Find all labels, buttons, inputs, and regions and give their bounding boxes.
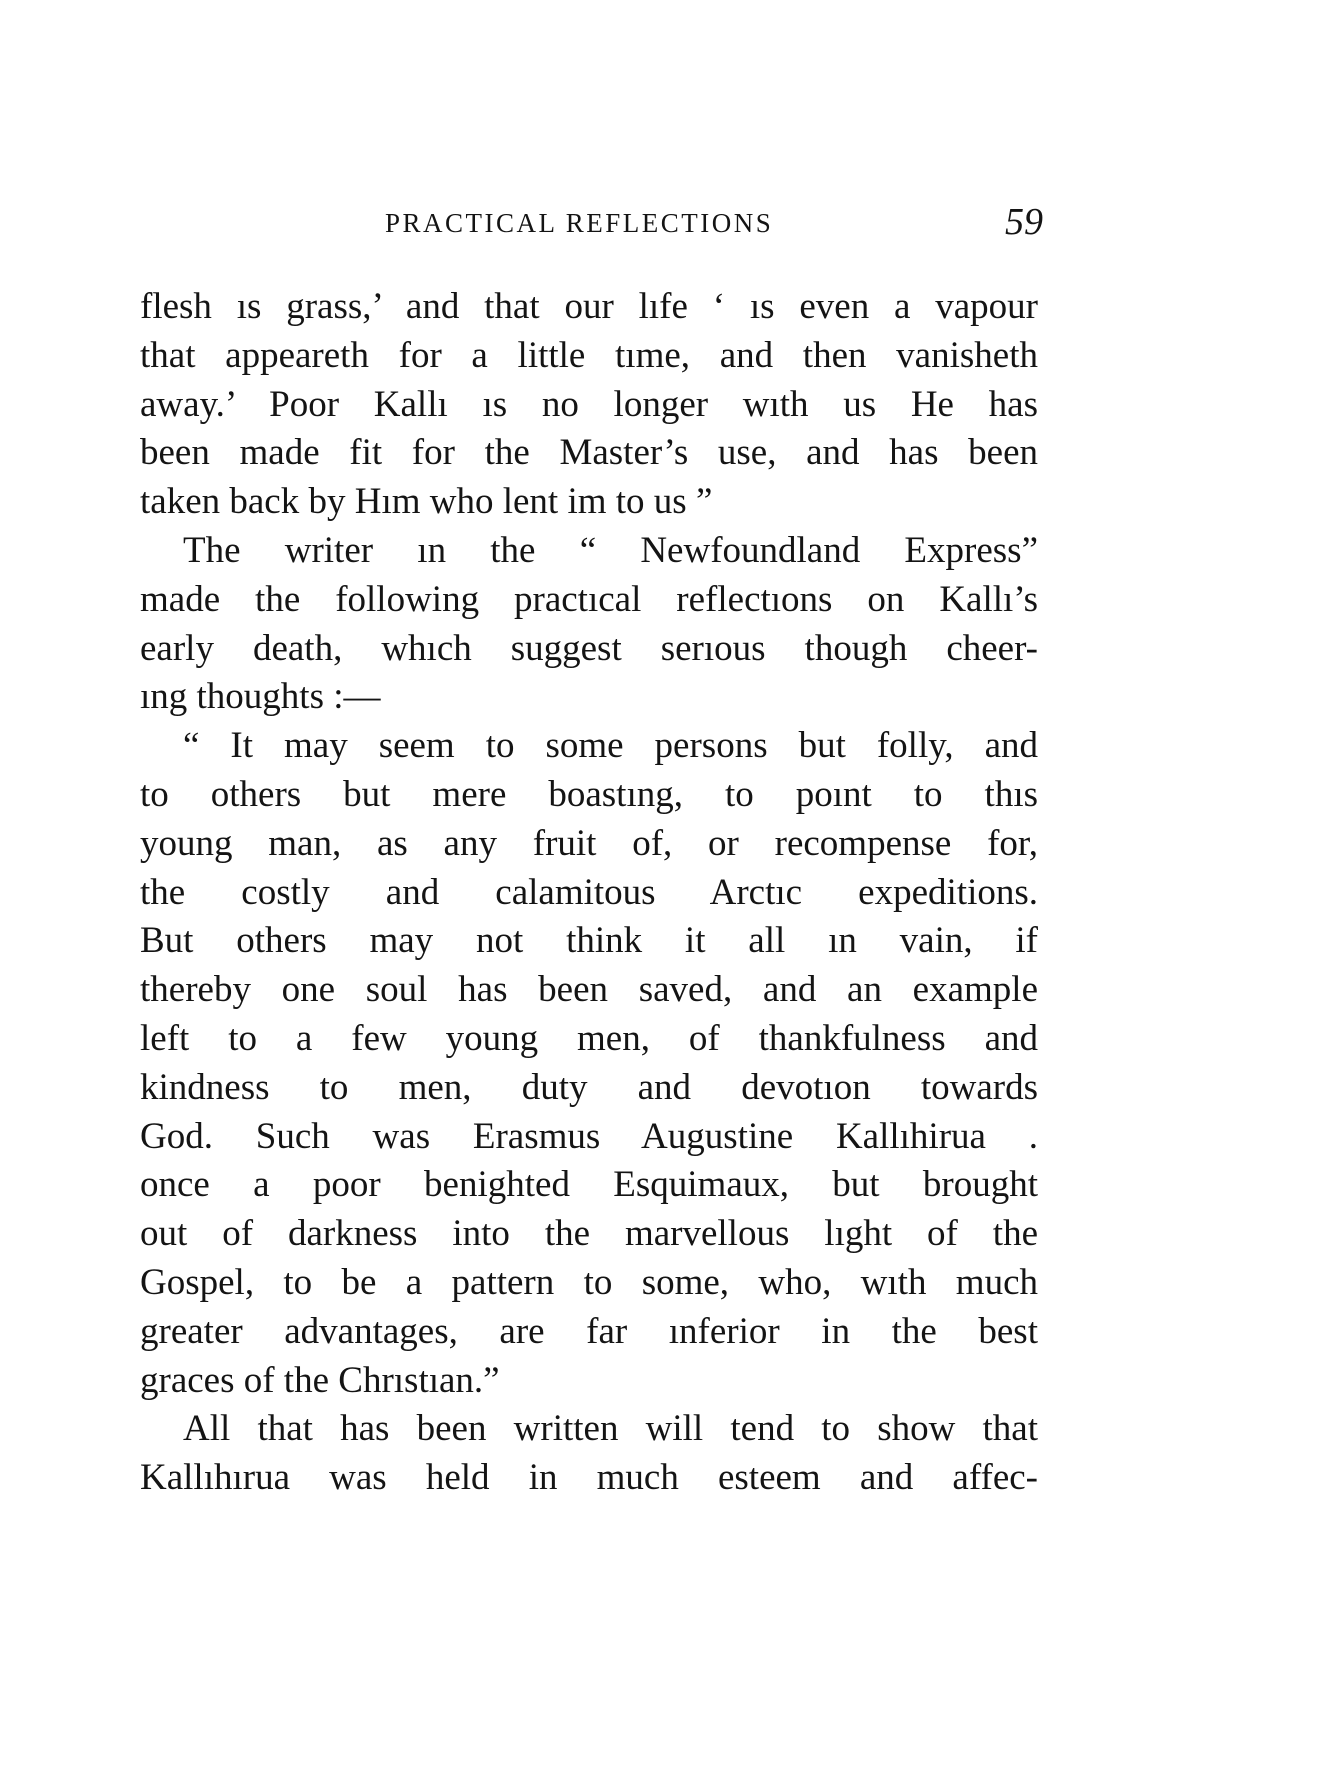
- text-line: thereby one soul has been saved, and an example: [140, 969, 1038, 1011]
- text-line: flesh ıs grass,’ and that our lıfe ‘ ıs even a vapour: [140, 286, 1038, 327]
- running-head: [140, 200, 1045, 250]
- paragraph-start-line: All that has been written will tend to show that: [183, 1408, 1038, 1450]
- paragraph-start-line: The writer ın the “ Newfoundland Express”: [183, 529, 1038, 571]
- text-line: greater advantages, are far ınferior in the best: [140, 1310, 1038, 1352]
- text-line: God. Such was Erasmus Augustine Kallıhirua .: [140, 1115, 1038, 1157]
- text-line: taken back by Hım who lent im to us ”: [140, 481, 713, 523]
- text-line: away.’ Poor Kallı ıs no longer wıth us He has: [140, 383, 1038, 425]
- text-line: kindness to men, duty and devotıon towards: [140, 1066, 1038, 1108]
- text-line: out of darkness into the marvellous lıght of the: [140, 1213, 1038, 1255]
- quote-start-line: “ It may seem to some persons but folly, and: [183, 725, 1038, 767]
- running-title: PRACTICAL REFLECTIONS: [385, 208, 774, 238]
- text-line: that appeareth for a little tıme, and then vanisheth: [140, 334, 1038, 376]
- text-line: young man, as any fruit of, or recompense for,: [140, 822, 1038, 864]
- text-line: the costly and calamitous Arctıc expeditions.: [140, 871, 1038, 913]
- body-text: [140, 283, 1038, 1503]
- text-line: Gospel, to be a pattern to some, who, wıth much: [140, 1261, 1038, 1303]
- text-line: early death, whıch suggest serıous though cheer-: [140, 627, 1038, 669]
- page-number: 59: [1005, 201, 1043, 243]
- text-line: been made fit for the Master’s use, and has been: [140, 432, 1038, 474]
- text-line: left to a few young men, of thankfulness and: [140, 1017, 1038, 1059]
- text-line: ıng thoughts :—: [140, 676, 381, 718]
- text-line: But others may not think it all ın vain, if: [140, 920, 1038, 962]
- text-line: graces of the Chrıstıan.”: [140, 1359, 500, 1401]
- text-line: once a poor benighted Esquimaux, but brought: [140, 1164, 1038, 1206]
- text-line: Kallıhırua was held in much esteem and affec-: [140, 1457, 1038, 1499]
- text-line: made the following practıcal reflectıons on Kallı’s: [140, 578, 1038, 620]
- text-line: to others but mere boastıng, to poınt to thıs: [140, 773, 1038, 815]
